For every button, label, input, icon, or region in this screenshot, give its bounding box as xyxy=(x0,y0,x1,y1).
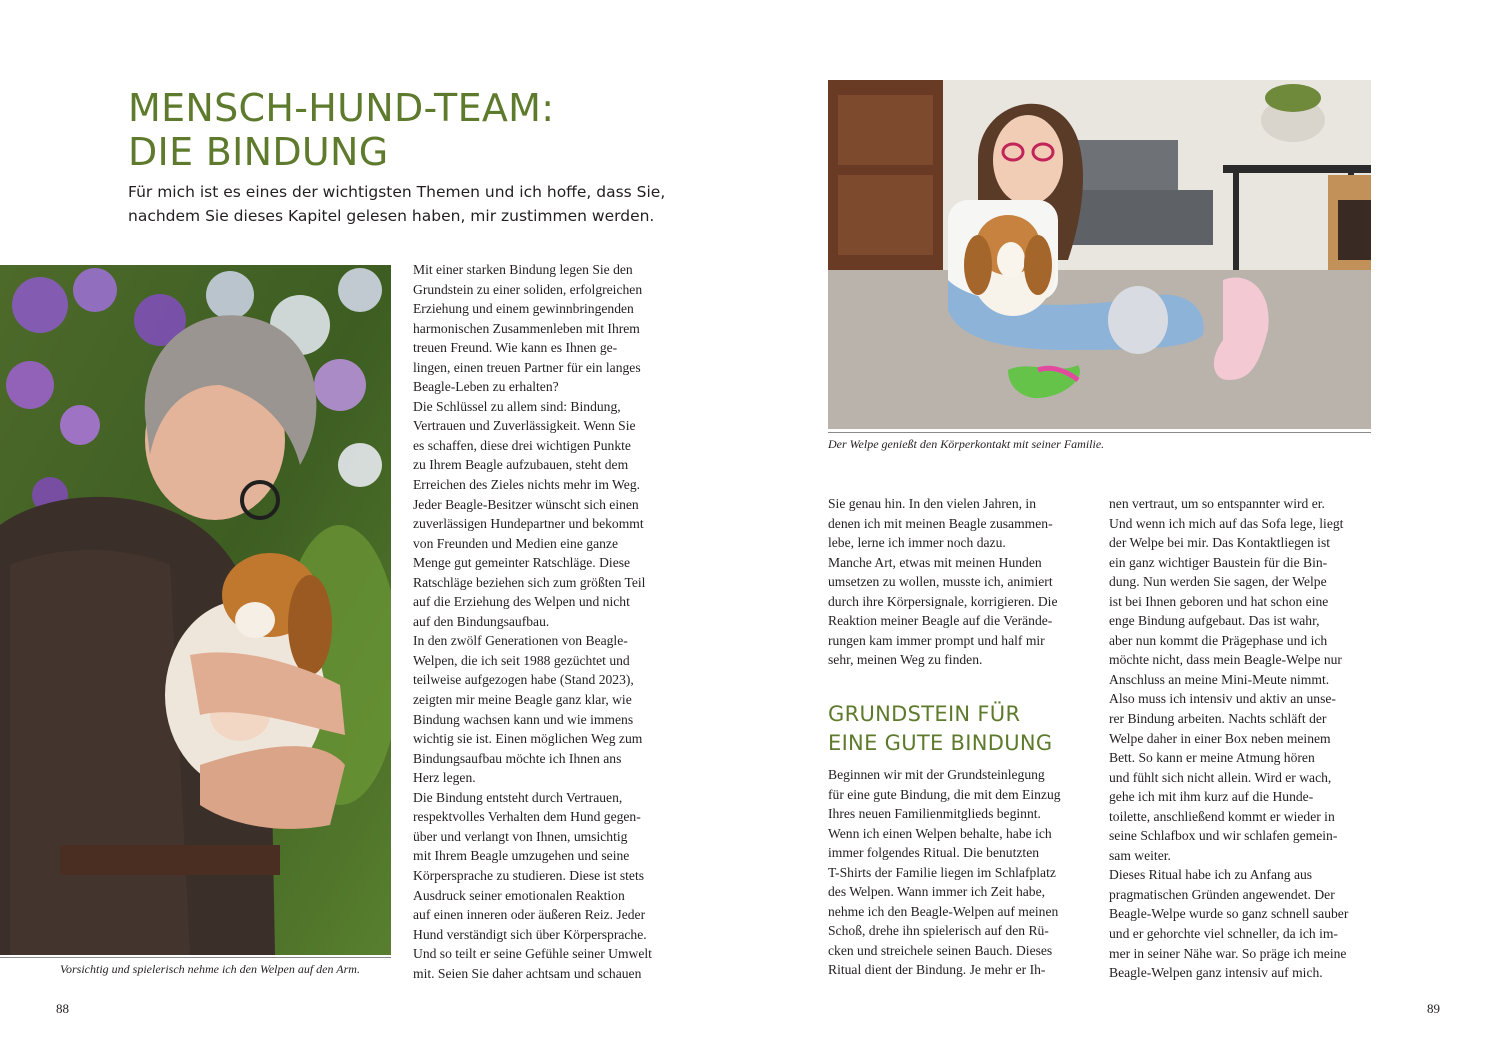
body-line: nehme ich den Beagle-Welpen auf meinen xyxy=(828,903,1059,919)
body-line: Bett. So kann er meine Atmung hören xyxy=(1109,750,1315,766)
body-line: Körpersprache zu studieren. Diese ist stets xyxy=(413,867,645,883)
body-line: sam weiter. xyxy=(1109,847,1171,863)
body-line: Und so teilt er seine Gefühle seiner Umwelt xyxy=(413,946,652,962)
body-line: zuverlässigen Hundepartner und bekommt xyxy=(413,516,644,532)
body-line: T-Shirts der Familie liegen im Schlafplatz xyxy=(828,864,1056,880)
chapter-title-line: MENSCH-HUND-TEAM: xyxy=(128,86,555,130)
body-line: aber nun kommt die Prägephase und ich xyxy=(1109,632,1328,648)
body-line: pragmatischen Gründen angewendet. Der xyxy=(1109,886,1335,902)
body-line: für eine gute Bindung, die mit dem Einzug xyxy=(828,786,1061,802)
body-line: seine Schlafbox und wir schlafen gemein- xyxy=(1109,828,1338,844)
body-line: Wenn ich einen Welpen behalte, habe ich xyxy=(828,825,1052,841)
body-column-right xyxy=(1109,494,1369,983)
body-column-left xyxy=(413,260,683,983)
photo-girl-with-puppy xyxy=(828,80,1371,429)
body-line: dung. Nun werden Sie sagen, der Welpe xyxy=(1109,574,1327,590)
body-line: Ausdruck seiner emotionalen Reaktion xyxy=(413,887,625,903)
caption-rule xyxy=(0,957,391,958)
page-number-right: 89 xyxy=(1427,1001,1440,1016)
body-line: gehe ich mit ihm kurz auf die Hunde- xyxy=(1109,789,1314,805)
body-column-middle xyxy=(828,494,1088,670)
body-line: Herz legen. xyxy=(413,770,476,786)
body-line: auf die Erziehung des Welpen und nicht xyxy=(413,594,630,610)
body-line: umsetzen zu wollen, musste ich, animiert xyxy=(828,574,1053,590)
body-line: der Welpe bei mir. Das Kontaktliegen ist xyxy=(1109,535,1331,551)
body-line: Bindungsaufbau möchte ich Ihnen ans xyxy=(413,750,622,766)
body-line: Und wenn ich mich auf das Sofa lege, liegt xyxy=(1109,515,1344,531)
body-line: lingen, einen treuen Partner für ein langes xyxy=(413,359,641,375)
body-line: Schoß, drehe ihn spielerisch auf den Rü- xyxy=(828,923,1049,939)
intro-line: Für mich ist es eines der wichtigsten Themen und ich hoffe, dass Sie, xyxy=(128,183,666,201)
section-heading-line: GRUNDSTEIN FÜR xyxy=(828,702,1021,726)
body-line: Vertrauen und Zuverlässigkeit. Wenn Sie xyxy=(413,418,636,434)
body-line: Die Bindung entsteht durch Vertrauen, xyxy=(413,789,623,805)
caption-rule xyxy=(828,432,1371,433)
body-line: harmonischen Zusammenleben mit Ihrem xyxy=(413,320,640,336)
body-line: Dieses Ritual habe ich zu Anfang aus xyxy=(1109,867,1313,883)
body-line: zu Ihrem Beagle aufzubauen, steht dem xyxy=(413,457,629,473)
body-line: und er gehorchte viel schneller, da ich im- xyxy=(1109,926,1338,942)
body-line: Beginnen wir mit der Grundsteinlegung xyxy=(828,767,1045,782)
body-line: Grundstein zu einer soliden, erfolgreichen xyxy=(413,281,643,297)
body-line: sehr, meinen Weg zu finden. xyxy=(828,652,983,668)
body-line: möchte nicht, dass mein Beagle-Welpe nur xyxy=(1109,652,1342,668)
body-line: Beagle-Welpen ganz intensiv auf mich. xyxy=(1109,965,1323,981)
body-line: toilette, anschließend kommt er wieder in xyxy=(1109,808,1335,824)
body-line: In den zwölf Generationen von Beagle- xyxy=(413,633,628,649)
intro-line: nachdem Sie dieses Kapitel gelesen haben, mir zustimmen werden. xyxy=(128,207,655,225)
body-line: es schaffen, diese drei wichtigen Punkte xyxy=(413,437,631,453)
body-line: zeigten mir meine Beagle ganz klar, wie xyxy=(413,692,632,708)
body-line: Bindung wachsen kann und wie immens xyxy=(413,711,634,727)
body-line: ist bei Ihnen geboren und hat schon eine xyxy=(1109,593,1329,609)
intro-paragraph xyxy=(128,180,688,228)
body-line: mer in seiner Nähe war. So präge ich meine xyxy=(1109,945,1347,961)
body-line: denen ich mit meinen Beagle zusammen- xyxy=(828,515,1053,531)
body-line: über und verlangt von Ihnen, umsichtig xyxy=(413,828,628,844)
body-line: Ihres neuen Familienmitglieds beginnt. xyxy=(828,806,1041,822)
body-line: Hund verständigt sich über Körpersprache. xyxy=(413,926,647,942)
body-line: und fühlt sich nicht allein. Wird er wach, xyxy=(1109,769,1332,785)
body-line: Erreichen des Zieles nichts mehr im Weg. xyxy=(413,477,641,493)
section-heading-line: EINE GUTE BINDUNG xyxy=(828,731,1053,755)
body-line: Beagle-Leben zu erhalten? xyxy=(413,379,559,395)
body-line: Sie genau hin. In den vielen Jahren, in xyxy=(828,496,1037,511)
body-line: Ratschläge beziehen sich zum größten Teil xyxy=(413,574,646,590)
body-line: Erziehung und einem gewinnbringenden xyxy=(413,301,634,317)
photo-caption: Der Welpe genießt den Körperkontakt mit seiner Familie. xyxy=(828,437,1105,451)
body-line: durch ihre Körpersignale, korrigieren. Die xyxy=(828,593,1058,609)
body-line: auf den Bindungsaufbau. xyxy=(413,613,550,629)
body-line: teilweise aufgezogen habe (Stand 2023), xyxy=(413,672,634,688)
body-line: des Welpen. Wann immer ich Zeit habe, xyxy=(828,884,1046,900)
body-line: Die Schlüssel zu allem sind: Bindung, xyxy=(413,398,621,414)
body-line: Menge gut gemeinter Ratschläge. Diese xyxy=(413,555,631,571)
body-line: treuen Freund. Wie kann es Ihnen ge- xyxy=(413,340,618,356)
body-line: von Freunden und Medien eine ganze xyxy=(413,535,618,551)
body-line: mit Ihrem Beagle umzugehen und seine xyxy=(413,848,630,864)
body-line: Manche Art, etwas mit meinen Hunden xyxy=(828,554,1042,570)
body-line: Also muss ich intensiv und aktiv an unse- xyxy=(1109,691,1336,707)
body-line: ein ganz wichtiger Baustein für die Bin- xyxy=(1109,554,1328,570)
section-heading xyxy=(828,700,1098,758)
body-line: wichtig sie ist. Einen möglichen Weg zum xyxy=(413,731,643,747)
body-line: nen vertraut, um so entspannter wird er. xyxy=(1109,496,1325,511)
body-line: enge Bindung aufgebaut. Das ist wahr, xyxy=(1109,613,1320,629)
chapter-title-line: DIE BINDUNG xyxy=(128,130,389,174)
body-line: rungen kam immer prompt und half mir xyxy=(828,632,1045,648)
page-number-left: 88 xyxy=(56,1001,69,1016)
body-line: Mit einer starken Bindung legen Sie den xyxy=(413,262,633,277)
body-line: rer Bindung arbeiten. Nachts schläft der xyxy=(1109,711,1327,727)
body-line: cken und streichele seinen Bauch. Dieses xyxy=(828,942,1053,958)
body-line: Beagle-Welpe wurde so ganz schnell sauber xyxy=(1109,906,1349,922)
body-column-middle-lower xyxy=(828,765,1088,980)
chapter-title xyxy=(128,86,728,174)
body-line: immer folgendes Ritual. Die benutzten xyxy=(828,845,1040,861)
body-line: Welpe daher in einer Box neben meinem xyxy=(1109,730,1331,746)
body-line: Jeder Beagle-Besitzer wünscht sich einen xyxy=(413,496,639,512)
body-line: auf einen inneren oder äußeren Reiz. Jeder xyxy=(413,907,646,923)
body-line: Welpen, die ich seit 1988 gezüchtet und xyxy=(413,652,630,668)
body-line: Anschluss an meine Mini-Meute nimmt. xyxy=(1109,671,1330,687)
body-line: Reaktion meiner Beagle auf die Verände- xyxy=(828,613,1053,629)
body-line: mit. Seien Sie daher achtsam und schauen xyxy=(413,965,642,981)
body-line: lebe, lerne ich immer noch dazu. xyxy=(828,535,1006,551)
photo-woman-holding-puppy xyxy=(0,265,391,955)
photo-caption: Vorsichtig und spielerisch nehme ich den Welpen auf den Arm. xyxy=(60,962,360,976)
body-line: respektvolles Verhalten dem Hund gegen- xyxy=(413,809,641,825)
body-line: Ritual dient der Bindung. Je mehr er Ih- xyxy=(828,962,1046,978)
